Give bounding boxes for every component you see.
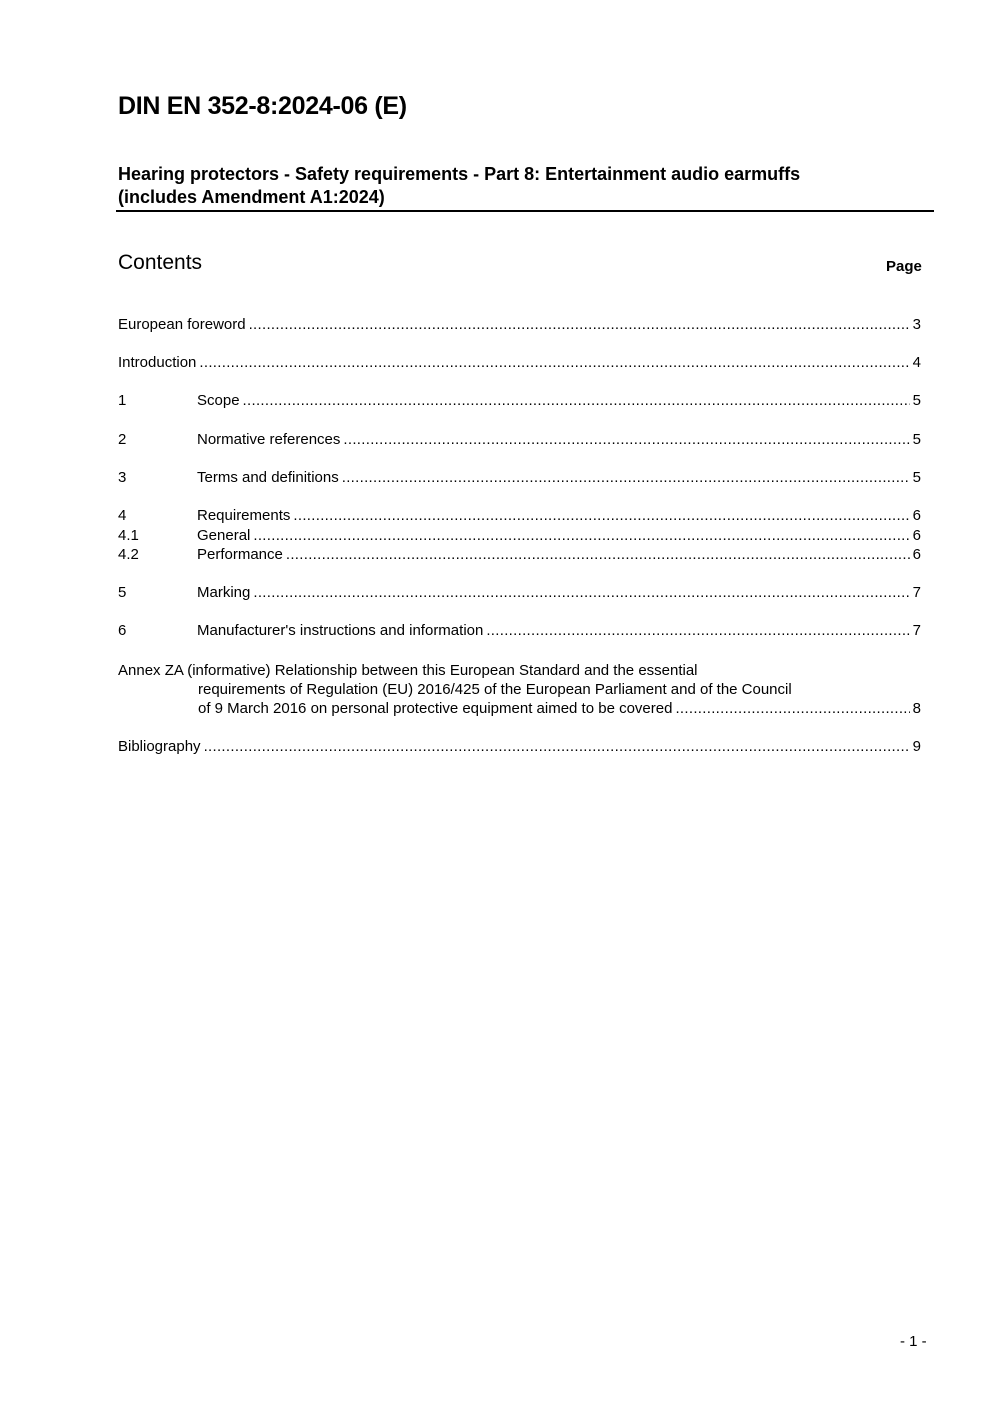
toc-entry-annex-za-line3[interactable]: [198, 699, 921, 718]
subtitle-line-1: Hearing protectors - Safety requirements - Part 8: Entertainment audio earmuffs: [118, 164, 801, 184]
toc-entry-page: 9: [912, 738, 921, 755]
toc-entry-number: 6: [118, 622, 127, 639]
toc-leader: [342, 468, 910, 487]
toc-entry-normative-references[interactable]: [118, 430, 921, 449]
toc-entry-annex-za-line2: requirements of Regulation (EU) 2016/425 of the European Parliament and of the Council: [198, 681, 792, 698]
toc-leader: [253, 583, 909, 602]
toc-entry-number: 4: [118, 507, 127, 524]
toc-entry-title: Bibliography: [118, 738, 201, 755]
toc-entry-title: of 9 March 2016 on personal protective equipment aimed to be covered: [198, 700, 673, 717]
toc-entry-number: 2: [118, 431, 127, 448]
toc-entry-general[interactable]: [118, 526, 921, 545]
toc-leader: [675, 699, 909, 718]
toc-entry-number: 4.2: [118, 546, 139, 563]
toc-entry-page: 6: [912, 507, 921, 524]
toc-entry-annex-za[interactable]: Annex ZA (informative) Relationship between this European Standard and the essential: [118, 662, 698, 679]
toc-entry-number: 3: [118, 469, 127, 486]
toc-entry-number: 5: [118, 584, 127, 601]
toc-entry-requirements[interactable]: [118, 506, 921, 525]
page-column-label: Page: [886, 258, 922, 275]
toc-entry-introduction[interactable]: [118, 353, 921, 372]
toc-entry-page: 6: [912, 527, 921, 544]
toc-entry-title: Manufacturer's instructions and information: [197, 622, 484, 639]
toc-leader: [243, 391, 910, 410]
toc-entry-number: 1: [118, 392, 127, 409]
toc-entry-performance[interactable]: [118, 545, 921, 564]
document-subtitle: [118, 163, 898, 209]
toc-entry-title: Terms and definitions: [197, 469, 339, 486]
toc-entry-page: 5: [912, 469, 921, 486]
toc-leader: [286, 545, 910, 564]
toc-entry-title: Normative references: [197, 431, 341, 448]
toc-entry-title: Requirements: [197, 507, 291, 524]
toc-entry-title: Performance: [197, 546, 283, 563]
toc-leader: [204, 737, 910, 756]
document-title: DIN EN 352-8:2024-06 (E): [118, 92, 407, 120]
toc-entry-page: 5: [912, 431, 921, 448]
toc-entry-manufacturers-instructions[interactable]: [118, 621, 921, 640]
subtitle-line-2: (includes Amendment A1:2024): [118, 187, 385, 207]
toc-entry-page: 3: [912, 316, 921, 333]
toc-entry-page: 5: [912, 392, 921, 409]
toc-leader: [486, 621, 909, 640]
toc-entry-title: Scope: [197, 392, 240, 409]
toc-entry-page: 7: [912, 584, 921, 601]
toc-entry-title: European foreword: [118, 316, 246, 333]
toc-entry-bibliography[interactable]: [118, 737, 921, 756]
toc-entry-page: 7: [912, 622, 921, 639]
toc-entry-scope[interactable]: [118, 391, 921, 410]
toc-entry-page: 6: [912, 546, 921, 563]
toc-entry-number: 4.1: [118, 527, 139, 544]
toc-entry-terms-and-definitions[interactable]: [118, 468, 921, 487]
toc-entry-title: Introduction: [118, 354, 197, 371]
toc-entry-title: General: [197, 527, 251, 544]
toc-leader: [249, 315, 910, 334]
toc-entry-marking[interactable]: [118, 583, 921, 602]
contents-heading: Contents: [118, 251, 203, 274]
toc-entry-title: Marking: [197, 584, 251, 601]
toc-entry-page: 4: [912, 354, 921, 371]
toc-leader: [199, 353, 909, 372]
toc-entry-page: 8: [912, 700, 921, 717]
toc-leader: [253, 526, 909, 545]
toc-leader: [293, 506, 909, 525]
page-number: - 1 -: [900, 1333, 927, 1350]
toc-leader: [343, 430, 909, 449]
title-divider: [116, 210, 934, 212]
toc-entry-european-foreword[interactable]: [118, 315, 921, 334]
